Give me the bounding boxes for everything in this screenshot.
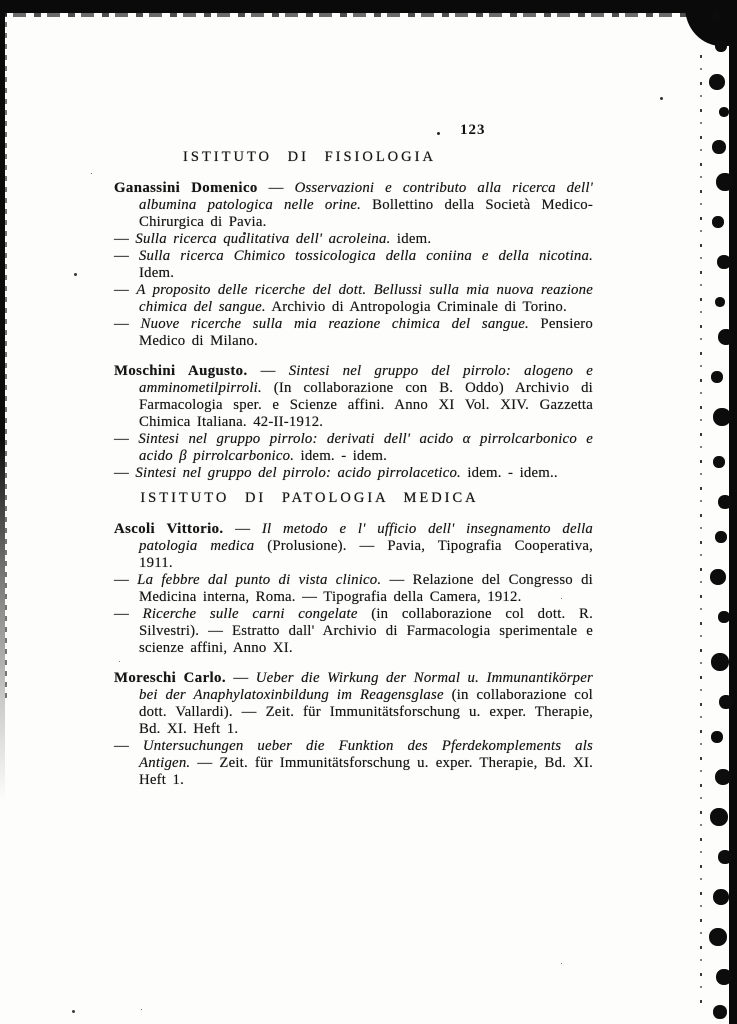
- bibliography-entry: [114, 670, 593, 738]
- entry-title: A proposito delle ricerche del dott. Bellussi sulla mia nuova reazione chimica del sangue.: [136, 282, 594, 315]
- scan-edge-top-frill: [0, 13, 737, 17]
- entry-reference: Archivio di Antropologia Criminale di Torino.: [265, 299, 567, 315]
- entry-dash: —: [114, 316, 141, 332]
- entry-title: Ueber die Wirkung der Normal u. Immunantikörper bei der Anaphylatoxinbildung im Reagensglase: [139, 670, 594, 703]
- bibliography-entry: [114, 572, 593, 606]
- entry-title: Ricerche sulle carni congelate: [142, 606, 358, 622]
- entry-dash: —: [114, 282, 137, 298]
- entry-dash: —: [114, 465, 136, 481]
- section-heading-patologia-medica: ISTITUTO DI PATOLOGIA MEDICA: [140, 490, 479, 506]
- bibliography-entry: [114, 606, 593, 657]
- entry-title: Sintesi nel gruppo del pirrolo: alogeno e amminometilpirroli.: [139, 363, 593, 396]
- bibliography-entry: [114, 465, 593, 482]
- entry-dash: —: [114, 572, 138, 588]
- entry-reference: idem. - idem..: [460, 465, 558, 481]
- entry-author: Moschini Augusto.: [114, 363, 248, 379]
- entry-reference: (in collaborazione col dott. Vallardi). — Zeit. für Immunitätsforschung u. exper. Therapie, Bd. XI. Heft 1.: [139, 687, 593, 737]
- page-number: 123: [460, 122, 486, 138]
- entry-title: La febbre dal punto di vista clinico.: [137, 572, 382, 588]
- scan-edge-right: [729, 0, 737, 1024]
- entry-reference: (In collaborazione con B. Oddo) Archivio di Farmacologia sper. e Scienze affini. Anno XI Vol. XIV. Gazzetta Chimica Italiana. 42-II-1912.: [139, 380, 593, 430]
- entry-reference: Pensiero Medico di Milano.: [139, 316, 593, 349]
- entry-title: Untersuchungen ueber die Funktion des Pferdekomplements als Antigen.: [139, 738, 594, 771]
- bibliography-entry: [114, 248, 593, 282]
- text-block: [114, 122, 593, 789]
- entry-separator: —: [257, 180, 295, 196]
- bibliography-entry: [114, 431, 593, 465]
- scan-gutter-dotted-line: [700, 55, 702, 1005]
- entry-dash: —: [114, 248, 139, 264]
- bibliography-entry: [114, 316, 593, 350]
- entry-separator: —: [223, 521, 262, 537]
- entry-reference: (in collaborazione col dott. R. Silvestri). — Estratto dall' Archivio di Farmacologia sperimentale e scienze affini, Anno XI.: [139, 606, 593, 656]
- entry-dash: —: [114, 431, 139, 447]
- entry-reference: — Zeit. für Immunitätsforschung u. exper. Therapie, Bd. XI. Heft 1.: [139, 755, 593, 788]
- entry-separator: —: [225, 670, 256, 686]
- entry-reference: idem.: [390, 231, 432, 247]
- entry-title: Osservazioni e contributo alla ricerca dell' albumina patologica nelle orine.: [139, 180, 594, 213]
- entry-title: Sintesi nel gruppo pirrolo: derivati dell' acido α pirrolcarbonico e acido β pirrolcarbonico.: [138, 431, 593, 464]
- entry-title: Sulla ricerca Chimico tossicologica della coniina e della nicotina.: [138, 248, 594, 264]
- entry-dash: —: [114, 738, 143, 754]
- bibliography-entry: [114, 363, 593, 431]
- bibliography-entry: [114, 282, 593, 316]
- entry-separator: —: [247, 363, 289, 379]
- entry-title: Sulla ricerca qualitativa dell' acroleina.: [135, 231, 391, 247]
- bibliography-entry: [114, 738, 593, 789]
- scan-edge-top: [0, 0, 737, 13]
- entry-reference: idem. - idem.: [294, 448, 388, 464]
- entry-reference: Bollettino della Società Medico-Chirurgica di Pavia.: [139, 197, 593, 230]
- entry-author: Ganassini Domenico: [114, 180, 258, 196]
- entry-author: Moreschi Carlo.: [114, 670, 226, 686]
- bibliography-entry: [114, 521, 593, 572]
- entry-author: Ascoli Vittorio.: [114, 521, 224, 537]
- entry-reference: Idem.: [139, 265, 175, 281]
- entry-title: Sintesi nel gruppo del pirrolo: acido pirrolacetico.: [135, 465, 461, 481]
- entry-dash: —: [114, 606, 143, 622]
- scan-gutter-noise: [712, 12, 720, 20]
- entry-reference: (Prolusione). — Pavia, Tipografia Cooperativa, 1911.: [139, 538, 593, 571]
- entry-reference: — Relazione del Congresso di Medicina interna, Roma. — Tipografia della Camera, 1912.: [139, 572, 593, 605]
- entry-title: Il metodo e l' ufficio dell' insegnamento della patologia medica: [139, 521, 594, 554]
- bibliography-entry: [114, 180, 593, 231]
- entry-dash: —: [114, 231, 136, 247]
- section-heading-fisiologia: ISTITUTO DI FISIOLOGIA: [183, 149, 436, 165]
- entry-title: Nuove ricerche sulla mia reazione chimica del sangue.: [140, 316, 529, 332]
- bibliography-entry: [114, 231, 593, 248]
- scan-edge-left-frill: [5, 0, 7, 700]
